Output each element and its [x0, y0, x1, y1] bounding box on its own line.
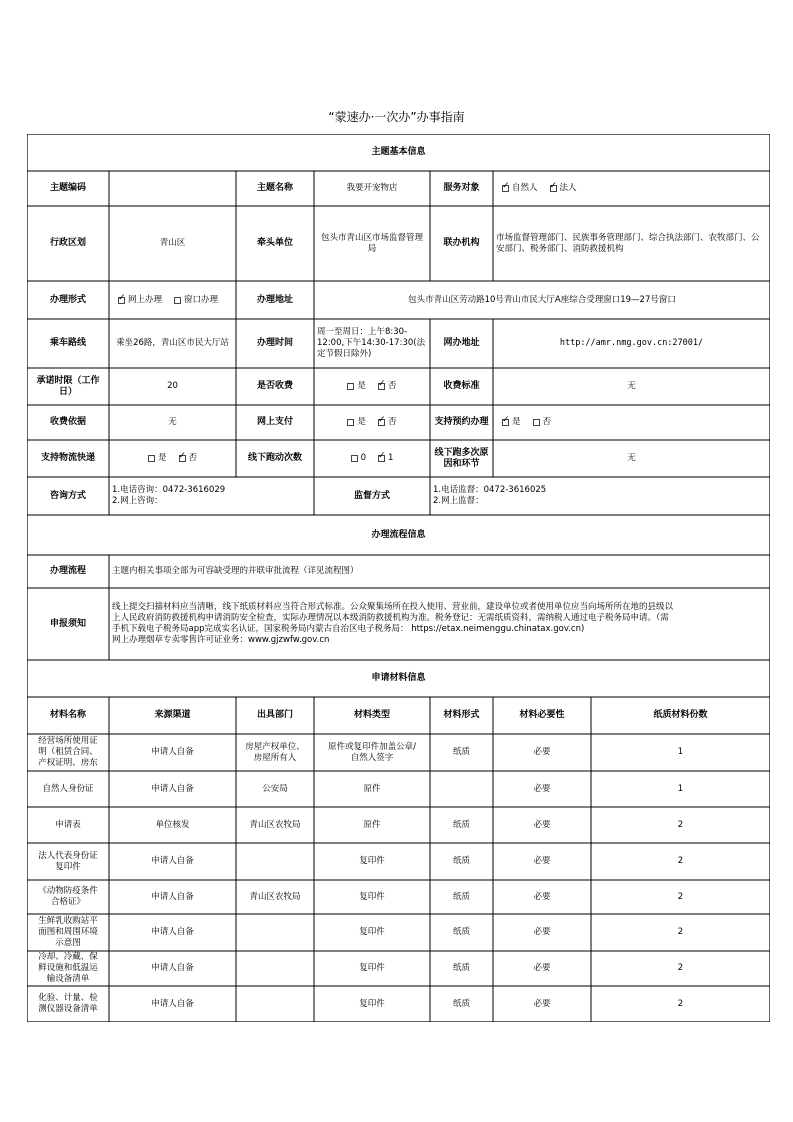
- option-charge-yes[interactable]: [347, 381, 366, 392]
- material-name: [27, 843, 109, 880]
- guide-form: [27, 134, 770, 1022]
- checked-box-icon[interactable]: [179, 455, 186, 462]
- material-type-line: 自然人签字: [350, 752, 394, 763]
- option-pay-yes-label: 是: [357, 417, 366, 427]
- charge-label: 是否收费: [256, 381, 293, 391]
- checked-box-icon[interactable]: [378, 455, 385, 462]
- material-name-line: 复印件: [55, 861, 81, 872]
- material-type-lines: [359, 892, 385, 903]
- offline-count-options: [314, 440, 430, 477]
- material-necessity: 必要: [533, 963, 551, 973]
- material-dept-line: 房屋所有人: [253, 752, 297, 763]
- material-dept: [236, 986, 314, 1022]
- material-type-lines: [363, 784, 380, 795]
- material-type: [314, 807, 430, 843]
- material-name-line: 测仪器设备清单: [38, 1004, 98, 1014]
- hours-value: 周一至周日：上午8:30-12:00,下午14:30-17:30(法定节假日除外): [317, 327, 426, 359]
- option-count-1[interactable]: [378, 453, 393, 464]
- material-necessity: 必要: [533, 747, 551, 757]
- material-dept: [236, 734, 314, 771]
- material-dept-lines: [262, 784, 288, 795]
- material-name-lines: [38, 916, 98, 949]
- material-name-lines: [55, 820, 81, 831]
- checked-box-icon[interactable]: [118, 297, 125, 304]
- material-type-line: 复印件: [359, 927, 385, 937]
- material-necessity: 必要: [533, 998, 551, 1009]
- bus-label: 乘车路线: [49, 338, 86, 348]
- option-charge-no[interactable]: [378, 381, 397, 392]
- material-necessity: 必要: [533, 783, 551, 794]
- material-dept-line: 公安局: [262, 783, 288, 794]
- consult-value-line: 1.电话咨询：0472-3616029: [112, 485, 226, 495]
- material-form: 纸质: [452, 856, 470, 866]
- material-header: 材料名称: [49, 710, 86, 720]
- flow-value: 主题内相关事项全部为可容缺受理的并联审批流程（详见流程图）: [112, 566, 359, 576]
- material-header: 纸质材料份数: [653, 710, 708, 720]
- consult-value-line: 2.网上咨询：: [112, 496, 163, 506]
- material-count: 1: [677, 747, 684, 757]
- material-form: 纸质: [452, 963, 470, 973]
- material-name-line: 《动物防疫条件: [38, 886, 98, 896]
- material-type-line: 复印件: [359, 856, 385, 866]
- checked-box-icon[interactable]: [378, 419, 385, 426]
- charge-options: [314, 368, 430, 405]
- option-legal-person[interactable]: [550, 183, 577, 194]
- option-appoint-yes-label: 是: [512, 417, 521, 427]
- checkbox-icon[interactable]: [148, 455, 155, 462]
- notice-label: 申报须知: [49, 618, 86, 629]
- notice-value-lines: [112, 602, 673, 646]
- material-type-line: 原件或复印件加盖公章/: [328, 741, 416, 752]
- option-count-1-label: 1: [388, 453, 394, 463]
- material-name-line: 鲜设施和低温运: [38, 963, 98, 973]
- option-express-no[interactable]: [179, 453, 198, 464]
- express-options: [109, 440, 236, 477]
- flow-label: 办理流程: [49, 566, 86, 576]
- material-type-line: 原件: [363, 783, 381, 794]
- checked-box-icon[interactable]: [502, 419, 509, 426]
- material-dept: [236, 951, 314, 986]
- material-type: [314, 843, 430, 880]
- material-dept: [236, 914, 314, 951]
- bus-value: 乘坐26路，青山区市民大厅站: [116, 338, 229, 348]
- material-source: 申请人自备: [151, 998, 194, 1009]
- material-source: 申请人自备: [151, 747, 194, 757]
- joint-org-label: 联办机构: [443, 238, 480, 248]
- material-name-lines: [38, 952, 98, 985]
- offline-count-label: 线下跑动次数: [247, 453, 302, 463]
- option-pay-yes[interactable]: [347, 417, 366, 428]
- material-type: [314, 951, 430, 986]
- material-dept-lines: [249, 892, 300, 903]
- material-type-lines: [363, 820, 380, 831]
- appoint-label: 支持预约办理: [434, 417, 489, 427]
- material-source: 申请人自备: [151, 891, 194, 902]
- material-name-line: 申请表: [55, 819, 81, 830]
- admin-region-label: 行政区划: [49, 238, 86, 248]
- material-type-lines: [359, 963, 385, 974]
- option-count-0-label: 0: [360, 453, 366, 463]
- service-target-label: 服务对象: [443, 183, 480, 193]
- notice-value-line: 手机下载电子税务局app完成实名认证，国家税务局内蒙古自治区电子税务局： https://etax.neimenggu.chinatax.gov.cn): [112, 624, 585, 634]
- material-type-line: 原件: [363, 819, 381, 830]
- admin-region-value: 青山区: [159, 238, 186, 248]
- supervise-value-line: 1.电话监督：0472-3616025: [433, 485, 547, 495]
- material-name-lines: [38, 886, 98, 908]
- option-natural-person-label: 自然人: [512, 183, 538, 193]
- section-basic-title: 主题基本信息: [371, 147, 426, 157]
- material-name-line: 产权证明、房东: [38, 758, 98, 768]
- material-name: [27, 914, 109, 951]
- hours-label: 办理时间: [256, 338, 293, 348]
- option-online-label: 网上办理: [128, 294, 163, 305]
- supervise-label: 监督方式: [353, 490, 390, 501]
- material-type-line: 复印件: [359, 891, 385, 902]
- express-label: 支持物流快递: [40, 453, 95, 463]
- material-dept-lines: [245, 742, 305, 764]
- material-form: 纸质: [452, 747, 470, 757]
- material-type: [314, 771, 430, 807]
- material-name-line: 明（租赁合同、: [38, 747, 98, 757]
- material-dept-lines: [249, 820, 300, 831]
- website-label: 网办地址: [443, 338, 480, 348]
- online-pay-options: [314, 405, 430, 440]
- option-charge-no-label: 否: [388, 381, 397, 391]
- checked-box-icon[interactable]: [550, 185, 557, 192]
- option-natural-person[interactable]: [502, 183, 538, 194]
- material-count: 1: [677, 783, 684, 794]
- checkbox-icon[interactable]: [174, 297, 181, 304]
- material-name-line: 经营场所使用证: [38, 736, 98, 746]
- option-appoint-no-label: 否: [542, 417, 552, 427]
- notice-value: [109, 588, 770, 660]
- material-count: 2: [677, 819, 684, 830]
- material-name: [27, 807, 109, 843]
- material-name-lines: [38, 993, 98, 1015]
- checked-box-icon[interactable]: [502, 185, 509, 192]
- material-type-lines: [359, 927, 385, 938]
- material-dept: [236, 771, 314, 807]
- checkbox-icon[interactable]: [347, 383, 354, 390]
- material-dept: [236, 843, 314, 880]
- material-count: 2: [677, 927, 684, 937]
- material-source: 申请人自备: [151, 856, 194, 866]
- option-window-label: 窗口办理: [184, 294, 219, 305]
- charge-basis-label: 收费依据: [49, 417, 86, 427]
- material-count: 2: [677, 891, 684, 902]
- notice-value-line: 线上提交扫描材料应当清晰，线下纸质材料应当符合形式标准。公众聚集场所在投入使用、营业前，建设单位或者使用单位应当向场所所在地的县级以: [112, 602, 674, 612]
- supervise-value-lines: [433, 485, 546, 507]
- topic-name-value: 我要开宠物店: [346, 183, 398, 193]
- section-process-title: 办理流程信息: [371, 529, 426, 540]
- material-count: 2: [677, 856, 684, 866]
- material-source: 申请人自备: [151, 783, 194, 794]
- material-dept: [236, 807, 314, 843]
- checkbox-icon[interactable]: [347, 419, 354, 426]
- material-type-lines: [328, 742, 416, 764]
- document-title: “蒙速办·一次办”办事指南: [328, 110, 465, 124]
- material-name-line: 合格证》: [50, 897, 85, 907]
- charge-standard-value: 无: [627, 381, 636, 391]
- option-express-no-label: 否: [188, 453, 198, 463]
- lead-unit-label: 牵头单位: [256, 238, 293, 248]
- material-name-line: 冷却、冷藏、保: [38, 952, 98, 962]
- material-name-line: 示意图: [55, 938, 81, 948]
- checkbox-icon[interactable]: [351, 455, 358, 462]
- material-name-lines: [42, 784, 93, 795]
- option-appoint-no[interactable]: [533, 417, 552, 428]
- material-form: [430, 771, 493, 807]
- joint-org-value: 市场监督管理部门、民族事务管理部门、综合执法部门、农牧部门、公安部门、税务部门、消防救援机构: [496, 232, 760, 254]
- topic-code-value: [109, 171, 236, 206]
- material-header: 材料类型: [353, 710, 390, 720]
- material-name-line: 化验、计量、检: [38, 993, 98, 1003]
- option-charge-yes-label: 是: [357, 381, 366, 391]
- address-value: 包头市青山区劳动路10号青山市民大厅A座综合受理窗口19—27号窗口: [408, 294, 676, 305]
- offline-reason-value: 无: [627, 453, 636, 463]
- promise-value: 20: [167, 381, 178, 391]
- material-count: 2: [677, 963, 684, 973]
- material-source: 单位核发: [155, 819, 190, 830]
- form-options: [109, 281, 236, 319]
- notice-value-line: 网上办理烟草专卖零售许可证业务：www.gjzwfw.gov.cn: [112, 635, 330, 645]
- material-name: [27, 986, 109, 1022]
- option-express-yes[interactable]: [148, 453, 167, 464]
- consult-value-lines: [112, 485, 225, 507]
- consult-label: 咨询方式: [49, 490, 86, 501]
- material-header: 出具部门: [256, 710, 293, 720]
- material-count: 2: [677, 998, 684, 1009]
- material-necessity: 必要: [533, 891, 551, 902]
- website-link: http://amr.nmg.gov.cn:27001/: [559, 338, 704, 348]
- option-online[interactable]: [118, 295, 162, 306]
- material-header: 材料形式: [443, 710, 480, 720]
- material-form: 纸质: [452, 891, 470, 902]
- consult-value: [109, 477, 314, 515]
- topic-code-label: 主题编码: [49, 183, 86, 193]
- material-name: [27, 951, 109, 986]
- promise-label: 承诺时限（工作日）: [36, 375, 100, 397]
- material-name-line: 生鲜乳收购站平: [38, 916, 98, 926]
- material-type: [314, 986, 430, 1022]
- material-name-line: 自然人身份证: [42, 783, 94, 794]
- material-type: [314, 880, 430, 914]
- form-label: 办理形式: [49, 294, 86, 305]
- service-target-options: [493, 171, 770, 206]
- option-appoint-yes[interactable]: [502, 417, 521, 428]
- material-form: 纸质: [452, 819, 470, 830]
- material-name-lines: [38, 736, 98, 769]
- material-form: 纸质: [452, 927, 470, 937]
- charge-basis-value: 无: [168, 417, 177, 427]
- material-dept-line: 青山区农牧局: [249, 819, 301, 830]
- material-type-lines: [359, 999, 385, 1010]
- material-header: 来源渠道: [154, 710, 191, 720]
- material-type-line: 复印件: [359, 963, 385, 973]
- section-materials-title: 申请材料信息: [371, 673, 426, 683]
- material-name-lines: [38, 851, 98, 873]
- supervise-value: [430, 477, 770, 515]
- material-name: [27, 734, 109, 771]
- material-name-line: 面图和周围环境: [38, 927, 98, 937]
- material-type: [314, 734, 430, 771]
- option-count-0[interactable]: [351, 453, 366, 464]
- topic-name-label: 主题名称: [256, 183, 293, 193]
- offline-reason-label: 线下跑多次原因和环节: [434, 447, 489, 469]
- material-necessity: 必要: [533, 927, 551, 937]
- appoint-options: [493, 405, 770, 440]
- supervise-value-line: 2.网上监督：: [433, 496, 484, 506]
- material-source: 申请人自备: [151, 927, 194, 937]
- notice-value-line: 上人民政府消防救援机构申请消防安全检查，实际办理情况以本级消防救援机构为准。税务登记：无需纸质资料，需纳税人通过电子税务局申请。（需: [112, 613, 669, 623]
- checkbox-icon[interactable]: [533, 419, 540, 426]
- option-window[interactable]: [174, 295, 218, 306]
- material-name-line: 法人代表身份证: [38, 850, 98, 861]
- address-label: 办理地址: [256, 294, 293, 305]
- material-necessity: 必要: [533, 819, 551, 830]
- material-necessity: 必要: [533, 856, 551, 866]
- option-express-yes-label: 是: [157, 453, 167, 463]
- material-type-lines: [359, 856, 385, 867]
- material-name: [27, 771, 109, 807]
- lead-unit-value: 包头市青山区市场监督管理局: [320, 232, 423, 254]
- material-dept: [236, 880, 314, 914]
- charge-standard-label: 收费标准: [443, 381, 480, 391]
- option-pay-no[interactable]: [378, 417, 397, 428]
- material-header: 材料必要性: [519, 710, 565, 720]
- option-legal-person-label: 法人: [559, 183, 577, 193]
- material-name: [27, 880, 109, 914]
- material-dept-line: 房屋产权单位、: [245, 741, 305, 752]
- material-source: 申请人自备: [151, 963, 194, 973]
- checked-box-icon[interactable]: [378, 383, 385, 390]
- online-pay-label: 网上支付: [256, 417, 293, 427]
- option-pay-no-label: 否: [388, 417, 397, 427]
- material-form: 纸质: [452, 998, 470, 1009]
- material-type: [314, 914, 430, 951]
- material-dept-line: 青山区农牧局: [249, 891, 301, 902]
- material-name-line: 输设备清单: [46, 974, 90, 984]
- material-type-line: 复印件: [359, 998, 385, 1009]
